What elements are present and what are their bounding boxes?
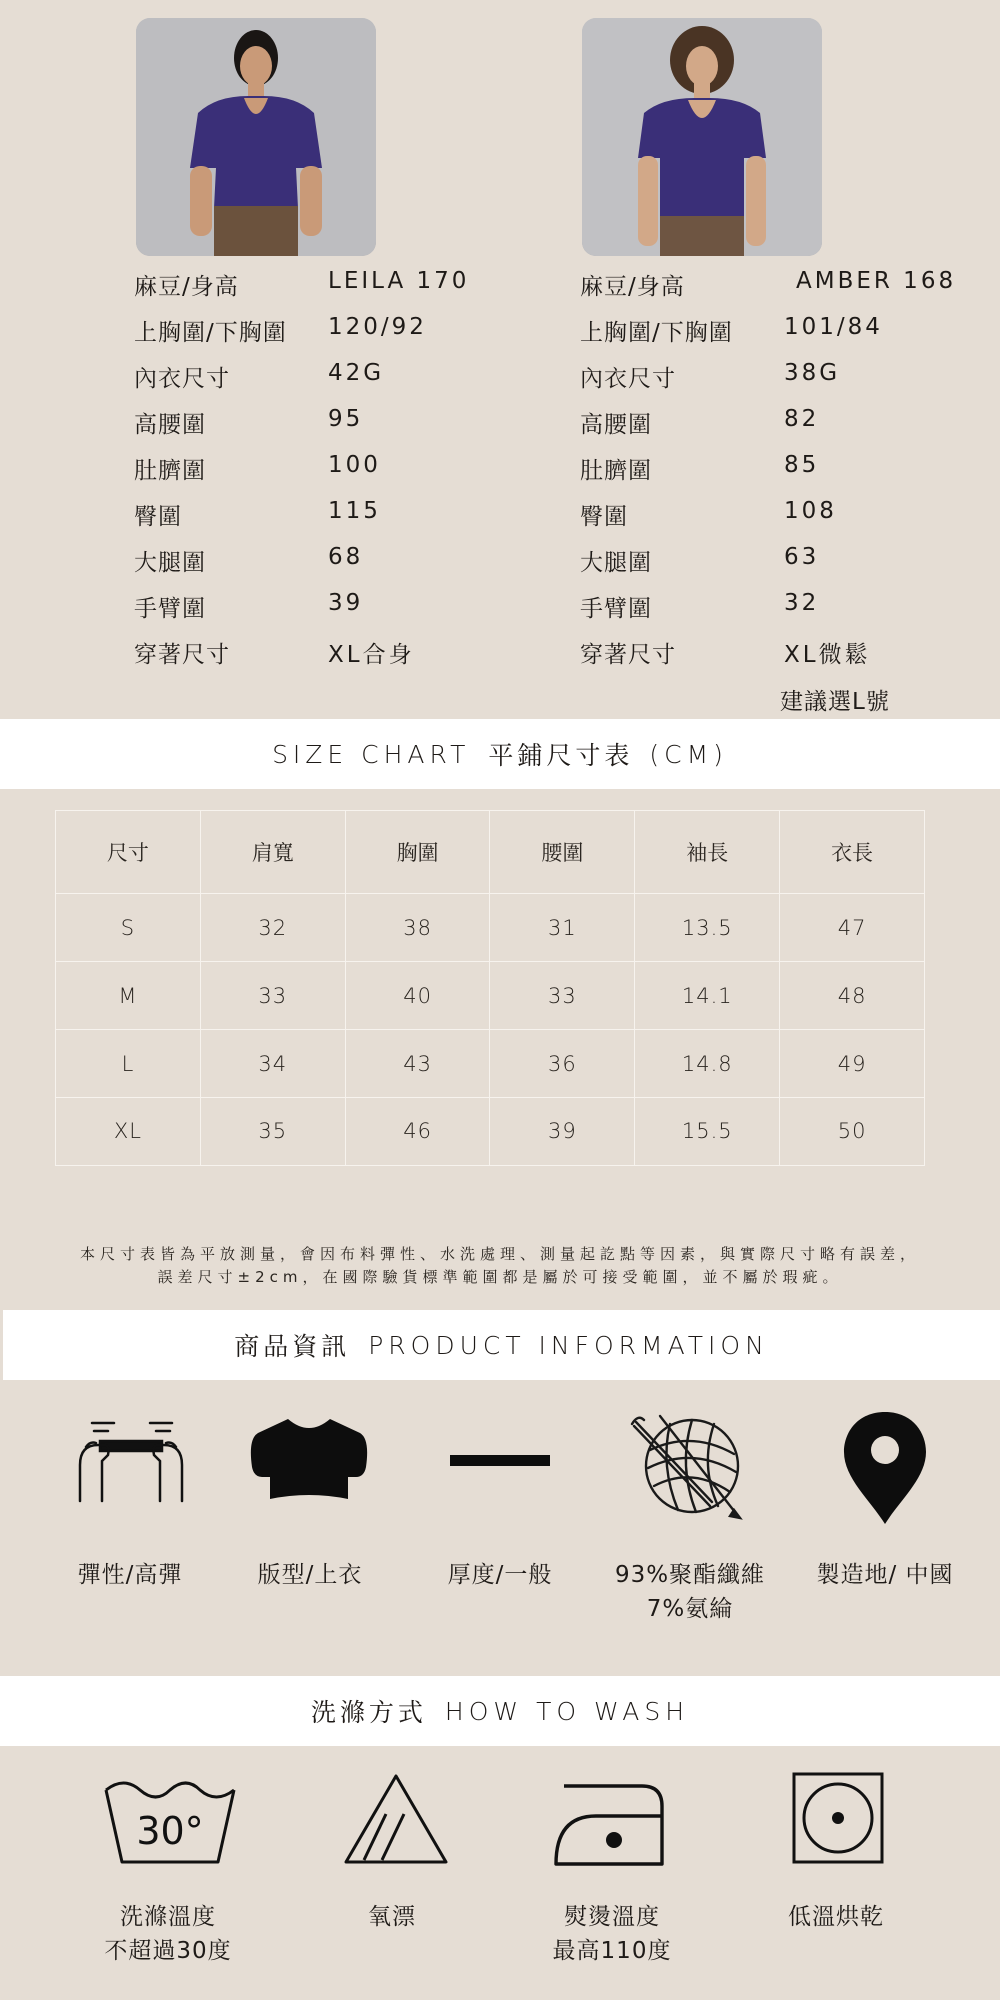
size-chart-header-cell: 胸圍 — [345, 811, 490, 894]
spec-value: 120/92 — [328, 314, 427, 340]
wash-caption-line1: 低溫烘乾 — [788, 1904, 884, 1930]
size-chart-cell: 48 — [780, 962, 925, 1030]
size-chart-title-cjk: 平鋪尺寸表 — [488, 741, 634, 770]
size-chart-header-cell: 尺寸 — [56, 811, 201, 894]
product-info-caption-line1: 彈性/高彈 — [77, 1562, 183, 1588]
product-info-caption-line1: 版型/上衣 — [257, 1562, 363, 1588]
spec-label: 高腰圍 — [580, 412, 652, 438]
spec-value: 101/84 — [784, 314, 883, 340]
spec-label: 肚臍圍 — [580, 458, 652, 484]
spec-value: XL微鬆 — [784, 642, 871, 668]
size-chart-cell: 33 — [200, 962, 345, 1030]
size-chart-row — [56, 962, 925, 1030]
wash-title-latin: HOW TO WASH — [444, 1696, 690, 1726]
yarn-ball-icon — [630, 1410, 752, 1522]
spec-label: 肚臍圍 — [134, 458, 206, 484]
size-suggestion-note: 建議選L號 — [780, 689, 890, 715]
spec-value: 108 — [784, 498, 837, 524]
spec-value: LEILA 170 — [328, 268, 470, 294]
model-photo-amber — [582, 18, 822, 256]
size-chart-cell: XL — [56, 1097, 201, 1165]
size-chart-cell: 35 — [200, 1097, 345, 1165]
model-photo-leila — [136, 18, 376, 256]
size-chart-cell: S — [56, 894, 201, 962]
spec-value: AMBER 168 — [796, 268, 957, 294]
crop-top-icon — [248, 1415, 370, 1505]
size-chart-row — [56, 1097, 925, 1165]
spec-label: 穿著尺寸 — [134, 642, 230, 668]
size-chart-band — [0, 719, 1000, 789]
wash-caption-line1: 洗滌溫度 — [120, 1904, 216, 1930]
spec-label: 手臂圍 — [580, 596, 652, 622]
wash-caption-line2: 最高110度 — [552, 1938, 672, 1964]
product-info-caption-line1: 93%聚酯纖維 — [614, 1562, 766, 1588]
spec-label: 麻豆/身高 — [134, 274, 239, 300]
size-chart-cell: 14.8 — [635, 1030, 780, 1098]
size-chart-cell: 32 — [200, 894, 345, 962]
size-chart-header-cell: 腰圍 — [490, 811, 635, 894]
size-chart-cell: 13.5 — [635, 894, 780, 962]
spec-label: 臀圍 — [134, 504, 182, 530]
spec-value: XL合身 — [328, 642, 415, 668]
size-chart-header-cell: 衣長 — [780, 811, 925, 894]
spec-label: 上胸圍/下胸圍 — [134, 320, 287, 346]
size-chart-cell: 49 — [780, 1030, 925, 1098]
wash-title-cjk: 洗滌方式 — [310, 1698, 427, 1727]
size-chart-cell: M — [56, 962, 201, 1030]
product-info-caption-line1: 厚度/一般 — [447, 1562, 553, 1588]
spec-value: 100 — [328, 452, 381, 478]
spec-label: 麻豆/身高 — [580, 274, 685, 300]
product-info-caption-line1: 製造地/ 中國 — [816, 1562, 954, 1588]
size-chart-cell: 36 — [490, 1030, 635, 1098]
size-chart-cell: 34 — [200, 1030, 345, 1098]
tumble-dry-low-icon — [790, 1770, 886, 1866]
size-note-line2: 誤差尺寸±2cm，在國際驗貨標準範圍都是屬於可接受範圍，並不屬於瑕疵。 — [157, 1268, 843, 1286]
product-info-caption — [590, 1558, 790, 1626]
wash-caption-line1: 氧漂 — [368, 1904, 416, 1930]
spec-label: 內衣尺寸 — [580, 366, 676, 392]
spec-label: 臀圍 — [580, 504, 628, 530]
wash-band — [0, 1676, 1000, 1746]
size-chart-header-cell: 袖長 — [635, 811, 780, 894]
product-info-title-cjk: 商品資訊 — [234, 1332, 351, 1361]
product-info-caption — [785, 1558, 985, 1592]
spec-value: 82 — [784, 406, 820, 432]
spec-value: 39 — [328, 590, 364, 616]
spec-label: 上胸圍/下胸圍 — [580, 320, 733, 346]
wash-caption — [512, 1900, 712, 1968]
spec-label: 內衣尺寸 — [134, 366, 230, 392]
location-pin-icon — [830, 1408, 940, 1526]
size-chart-cell: 33 — [490, 962, 635, 1030]
wash-caption-line1: 熨燙溫度 — [564, 1904, 660, 1930]
size-chart-header-row — [56, 811, 925, 894]
product-info-caption — [30, 1558, 230, 1592]
spec-label: 大腿圍 — [134, 550, 206, 576]
spec-value: 115 — [328, 498, 381, 524]
spec-value: 63 — [784, 544, 820, 570]
spec-value: 32 — [784, 590, 820, 616]
size-chart-cell: 50 — [780, 1097, 925, 1165]
size-chart-cell: 39 — [490, 1097, 635, 1165]
size-chart-cell: 15.5 — [635, 1097, 780, 1165]
size-chart-cell: 43 — [345, 1030, 490, 1098]
size-note-line1: 本尺寸表皆為平放測量，會因布料彈性、水洗處理、測量起訖點等因素，與實際尺寸略有誤差， — [79, 1245, 920, 1263]
size-chart-table — [55, 810, 925, 1166]
size-chart-row — [56, 1030, 925, 1098]
spec-value: 68 — [328, 544, 364, 570]
size-chart-row — [56, 894, 925, 962]
size-chart-cell: 14.1 — [635, 962, 780, 1030]
product-info-title-latin: PRODUCT INFORMATION — [368, 1330, 769, 1360]
spec-label: 手臂圍 — [134, 596, 206, 622]
size-chart-cell: 46 — [345, 1097, 490, 1165]
wash-caption — [68, 1900, 268, 1968]
size-chart-cell: 31 — [490, 894, 635, 962]
product-info-caption — [210, 1558, 410, 1592]
stretch-fabric-icon — [70, 1415, 192, 1505]
spec-value: 85 — [784, 452, 820, 478]
spec-label: 大腿圍 — [580, 550, 652, 576]
wash-30-icon — [100, 1770, 240, 1870]
iron-icon — [552, 1776, 670, 1868]
wash-caption — [292, 1900, 492, 1934]
product-info-band — [3, 1310, 1000, 1380]
product-info-caption — [400, 1558, 600, 1592]
size-chart-unit: (CM) — [649, 739, 728, 769]
size-chart-cell: 38 — [345, 894, 490, 962]
wash-caption — [736, 1900, 936, 1934]
size-chart-header-cell: 肩寬 — [200, 811, 345, 894]
size-chart-cell: L — [56, 1030, 201, 1098]
thickness-line-icon — [440, 1415, 560, 1505]
spec-value: 42G — [328, 360, 385, 386]
wash-temperature-symbol: 30° — [136, 1809, 204, 1853]
wash-caption-line2: 不超過30度 — [104, 1938, 232, 1964]
size-chart-title-latin: SIZE CHART — [272, 739, 471, 769]
spec-label: 穿著尺寸 — [580, 642, 676, 668]
size-chart-cell: 47 — [780, 894, 925, 962]
size-chart-cell: 40 — [345, 962, 490, 1030]
product-info-caption-line2: 7%氨綸 — [646, 1596, 734, 1622]
bleach-triangle-icon — [340, 1770, 452, 1870]
spec-value: 95 — [328, 406, 364, 432]
spec-value: 38G — [784, 360, 841, 386]
spec-label: 高腰圍 — [134, 412, 206, 438]
